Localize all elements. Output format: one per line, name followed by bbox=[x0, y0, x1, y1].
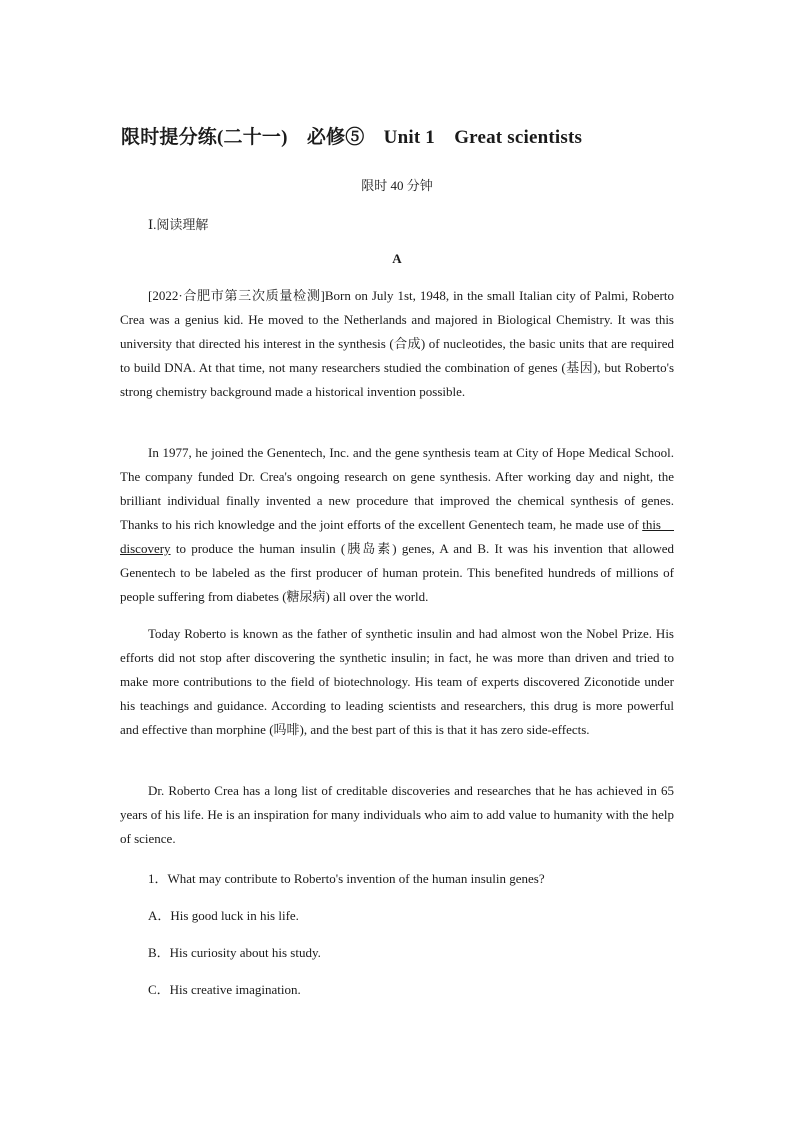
passage-label: A bbox=[392, 251, 402, 266]
paragraph-1: [2022·合肥市第三次质量检测]Born on July 1st, 1948, in the small Italian city of Palmi, Roberto Crea was a genius kid. He moved to the Netherlands and majored in Biological Chemistry. It was this university that directed his interest in the synthesis (合成) of nucleotides, the basic units that are required to build DNA. At that time, not many researchers studied the combination of genes (基因), but Roberto's strong chemistry background made a historical invention possible. bbox=[120, 288, 675, 399]
option-b: B．His curiosity about his study. bbox=[148, 945, 321, 960]
paragraph-2 bbox=[120, 441, 674, 609]
paragraph-4: Dr. Roberto Crea has a long list of creditable discoveries and researches that he has achieved in 65 years of his life. He is an inspiration for many individuals who aim to add value to humanity with the help of science. bbox=[120, 783, 674, 846]
time-limit: 限时 40 分钟 bbox=[361, 178, 433, 193]
option-a: A．His good luck in his life. bbox=[148, 908, 299, 923]
question-stem: 1．What may contribute to Roberto's invention of the human insulin genes? bbox=[148, 871, 545, 886]
option-c: C．His creative imagination. bbox=[148, 982, 301, 997]
paragraph-3: Today Roberto is known as the father of synthetic insulin and had almost won the Nobel Prize. His efforts did not stop after discovering the synthetic insulin; in fact, he was more than driven and tried to make more contributions to the field of biotechnology. His team of experts discovered Ziconotide under his teachings and guidance. According to leading scientists and researchers, this drug is more powerful and effective than morphine (吗啡), and the best part of this is that it has zero side-effects. bbox=[120, 626, 674, 737]
paragraph-2-text-b: to produce the human insulin (胰岛素) genes, A and B. It was his invention that allowed Genentech to be labeled as the first producer of human protein. This benefited hundreds of millions of people suffering from diabetes (糖尿病) all over the world. bbox=[120, 541, 674, 604]
page-title: 限时提分练(二十一) 必修⑤ Unit 1 Great scientists bbox=[121, 127, 583, 148]
section-heading: Ⅰ.阅读理解 bbox=[148, 217, 209, 232]
paragraph-2-text-a: In 1977, he joined the Genentech, Inc. and the gene synthesis team at City of Hope Medical School. The company funded Dr. Crea's ongoing research on gene synthesis. After working day and night, the brilliant individual finally invented a new procedure that improved the chemical synthesis of genes. Thanks to his rich knowledge and the joint efforts of the excellent Genentech team, he made use of bbox=[120, 445, 674, 532]
underlined-phrase: this discovery bbox=[120, 517, 674, 556]
